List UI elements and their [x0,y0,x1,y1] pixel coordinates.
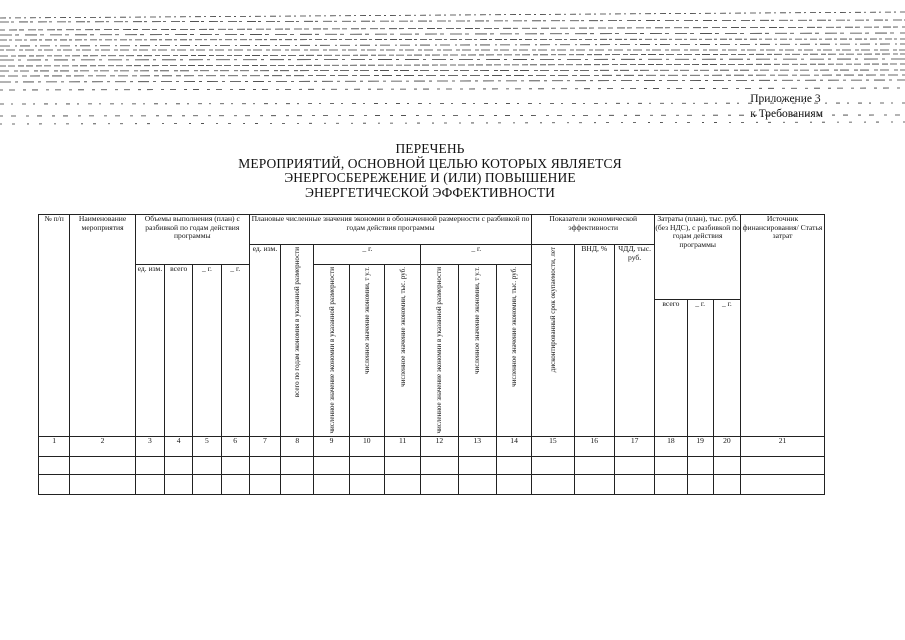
column-number: 9 [314,437,349,457]
column-number: 11 [384,437,420,457]
header-y1-sub-c [384,265,420,437]
empty-cell[interactable] [384,457,420,475]
empty-cell[interactable] [421,475,458,495]
empty-cell[interactable] [193,475,221,495]
header-y1-sub-b [349,265,384,437]
empty-cell[interactable] [655,457,687,475]
header-econ-payback-text: дисконтированный срок окупаемости, лет [548,247,557,373]
empty-cell[interactable] [574,475,614,495]
empty-cell[interactable] [221,457,249,475]
header-y2-sub-c [496,265,531,437]
empty-cell[interactable] [70,475,136,495]
column-number: 18 [655,437,687,457]
header-costs-year-2: _ г. [713,300,740,437]
header-planned-year-2: _ г. [421,245,532,265]
column-number: 3 [135,437,164,457]
column-number: 2 [70,437,136,457]
column-number: 7 [249,437,280,457]
table-row [39,457,825,475]
empty-cell[interactable] [384,475,420,495]
empty-cell[interactable] [165,457,193,475]
empty-cell[interactable] [713,475,740,495]
header-volumes-year-1: _ г. [193,265,221,437]
header-y1-sub-a-text: численное значение экономии в указанной размерности [327,267,336,434]
header-planned-total [281,245,314,437]
empty-cell[interactable] [741,457,825,475]
title-line-3: ЭНЕРГОСБЕРЕЖЕНИЕ И (ИЛИ) ПОВЫШЕНИЕ [284,170,576,185]
column-number: 16 [574,437,614,457]
header-planned-year-1: _ г. [314,245,421,265]
column-number-row [39,437,825,457]
title-line-4: ЭНЕРГЕТИЧЕСКОЙ ЭФФЕКТИВНОСТИ [304,184,556,200]
header-y2-sub-c-text: численное значение экономии, тыс. руб. [510,267,519,387]
document-title [0,142,860,200]
header-y2-sub-a-text: численное значение экономии в указанной размерности [435,267,444,434]
column-number: 10 [349,437,384,457]
empty-cell[interactable] [655,475,687,495]
appendix-note [750,92,823,122]
empty-cell[interactable] [687,457,713,475]
empty-cell[interactable] [687,475,713,495]
header-y2-sub-b-text: численное значение экономии, т у.т. [473,267,482,374]
empty-cell[interactable] [614,457,654,475]
column-number: 1 [39,437,70,457]
header-y1-sub-a [314,265,349,437]
header-planned-unit: ед. изм. [249,245,280,437]
empty-cell[interactable] [135,475,164,495]
title-line-2: МЕРОПРИЯТИЙ, ОСНОВНОЙ ЦЕЛЬЮ КОТОРЫХ ЯВЛЯЕТСЯ [238,155,622,171]
table-row [39,475,825,495]
empty-cell[interactable] [165,475,193,495]
column-number: 4 [165,437,193,457]
empty-cell[interactable] [349,457,384,475]
appendix-line-1: Приложение 3 [750,93,821,105]
empty-cell[interactable] [532,457,574,475]
empty-cell[interactable] [314,457,349,475]
empty-cell[interactable] [249,475,280,495]
empty-cell[interactable] [614,475,654,495]
header-y2-sub-b [458,265,496,437]
header-y2-sub-a [421,265,458,437]
header-costs-total: всего [655,300,687,437]
empty-cell[interactable] [458,457,496,475]
column-number: 13 [458,437,496,457]
empty-cell[interactable] [193,457,221,475]
header-econ: Показатели экономической эффективности [532,215,655,245]
appendix-line-2: к Требованиям [750,108,823,120]
column-number: 5 [193,437,221,457]
empty-cell[interactable] [574,457,614,475]
empty-cell[interactable] [496,475,531,495]
empty-cell[interactable] [249,457,280,475]
column-number: 14 [496,437,531,457]
empty-cell[interactable] [458,475,496,495]
column-number: 17 [614,437,654,457]
empty-cell[interactable] [314,475,349,495]
column-number: 20 [713,437,740,457]
empty-cell[interactable] [39,475,70,495]
empty-cell[interactable] [532,475,574,495]
header-costs-year-1: _ г. [687,300,713,437]
column-number: 21 [741,437,825,457]
header-planned-total-text: всего по годам экономия в указанной размерности [293,247,302,398]
measures-table [38,214,825,495]
header-no: № п/п [39,215,70,437]
header-planned: Плановые численные значения экономии в обозначенной размерности с разбивкой по годам действия программы [249,215,531,245]
header-volumes-unit: ед. изм. [135,265,164,437]
column-number: 8 [281,437,314,457]
header-volumes-total: всего [165,265,193,437]
empty-cell[interactable] [221,475,249,495]
empty-cell[interactable] [135,457,164,475]
empty-cell[interactable] [713,457,740,475]
empty-cell[interactable] [70,457,136,475]
empty-cell[interactable] [281,457,314,475]
column-number: 15 [532,437,574,457]
header-costs: Затраты (план), тыс. руб. (без НДС), с разбивкой по годам действия программы [655,215,741,300]
title-line-1: ПЕРЕЧЕНЬ [395,141,465,156]
column-number: 6 [221,437,249,457]
empty-cell[interactable] [281,475,314,495]
header-name: Наименование мероприятия [70,215,136,437]
header-y1-sub-b-text: численное значение экономии, т у.т. [362,267,371,374]
empty-cell[interactable] [496,457,531,475]
column-number: 19 [687,437,713,457]
column-number: 12 [421,437,458,457]
empty-cell[interactable] [421,457,458,475]
empty-cell[interactable] [39,457,70,475]
header-econ-irr: ВНД, % [574,245,614,437]
empty-cell[interactable] [741,475,825,495]
header-volumes-year-2: _ г. [221,265,249,437]
header-econ-payback [532,245,574,437]
empty-cell[interactable] [349,475,384,495]
header-econ-npv: ЧДД, тыс. руб. [614,245,654,437]
header-source: Источник финансирования/ Статья затрат [741,215,825,437]
header-volumes: Объемы выполнения (план) с разбивкой по годам действия программы [135,215,249,265]
header-y1-sub-c-text: численное значение экономии, тыс. руб. [398,267,407,387]
